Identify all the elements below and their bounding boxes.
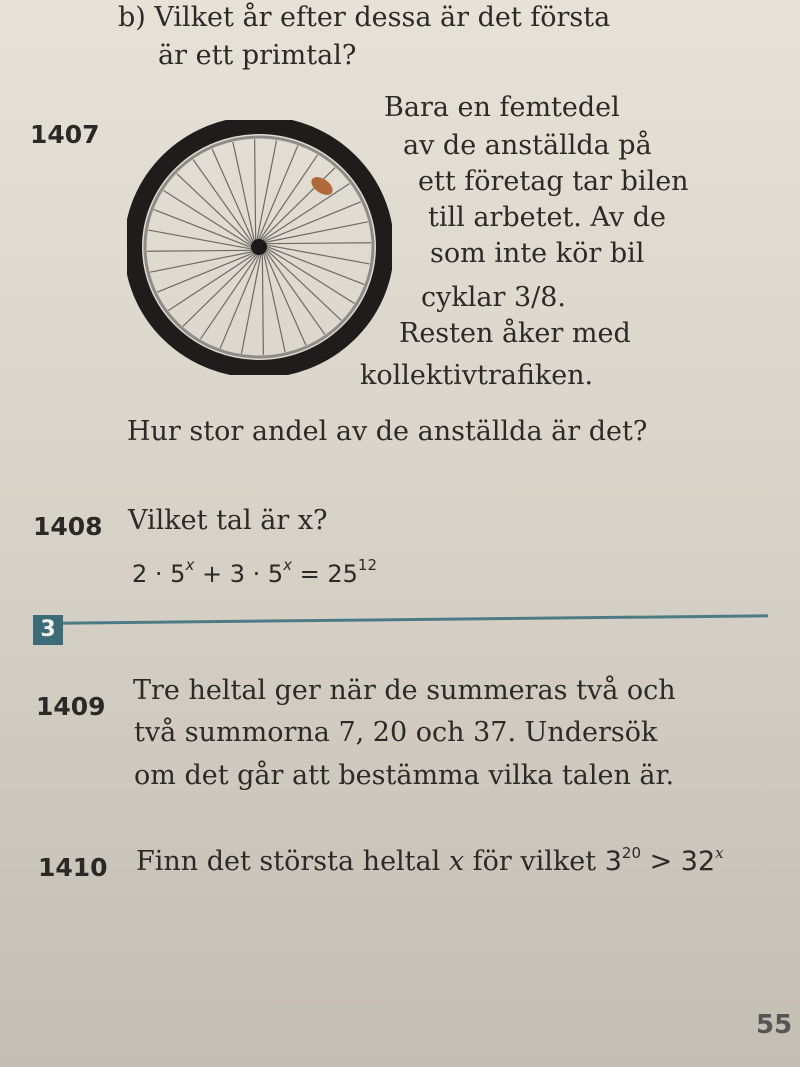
p1407-line-2: av de anställda på	[403, 130, 652, 161]
p1407-question: Hur stor andel av de anställda är det?	[127, 416, 648, 447]
section-badge: 3	[33, 615, 63, 645]
wheel-spoke	[262, 252, 263, 355]
p1407-line-6: cyklar 3/8.	[421, 282, 566, 313]
problem-number-1409: 1409	[36, 692, 106, 721]
wheel-spoke	[148, 230, 253, 249]
prev-problem-line1: b) Vilket år efter dessa är det första	[118, 2, 611, 33]
p1407-line-8: kollektivtrafiken.	[360, 360, 594, 391]
p1408-equation: $2 \cdot 5^x + 3 \cdot 5^x = 25^{12}$	[132, 556, 378, 588]
wheel-spoke	[212, 149, 254, 244]
wheel-spoke	[193, 160, 253, 245]
p1407-line-4: till arbetet. Av de	[428, 202, 666, 233]
wheel-spoke	[233, 142, 255, 243]
p1409-line-3: om det går att bestämma vilka talen är.	[134, 760, 675, 791]
wheel-spoke	[168, 253, 256, 311]
section-divider	[33, 614, 768, 625]
problem-number-1410: 1410	[38, 853, 108, 882]
wheel-spoke	[241, 253, 261, 354]
p1407-line-3: ett företag tar bilen	[418, 166, 689, 197]
wheel-spoke	[263, 251, 285, 352]
p1407-line-7: Resten åker med	[399, 318, 631, 349]
prev-problem-line2: är ett primtal?	[158, 40, 357, 71]
bicycle-wheel-icon	[127, 120, 392, 375]
wheel-spoke	[147, 250, 254, 251]
wheel-spoke	[261, 184, 349, 242]
wheel-spoke	[264, 250, 306, 345]
wheel-spoke	[264, 243, 371, 244]
p1409-line-1: Tre heltal ger när de summeras två och	[133, 675, 676, 706]
p1408-question: Vilket tal är x?	[128, 505, 328, 536]
problem-number-1408: 1408	[33, 512, 103, 541]
p1407-line-5: som inte kör bil	[430, 238, 645, 269]
wheel-spoke	[265, 249, 325, 334]
wheel-spoke	[263, 222, 368, 243]
p1407-line-1: Bara en femtedel	[384, 92, 620, 123]
wheel-spoke	[265, 245, 370, 264]
page-number: 55	[756, 1010, 793, 1040]
p1410-text: Finn det största heltal x för vilket $3^{20} > 32^x$	[136, 844, 724, 877]
wheel-spoke	[257, 140, 277, 241]
wheel-spoke	[150, 251, 255, 272]
wheel-spoke	[255, 139, 256, 242]
p1409-line-2: två summorna 7, 20 och 37. Undersök	[134, 717, 658, 748]
problem-number-1407: 1407	[30, 120, 100, 149]
